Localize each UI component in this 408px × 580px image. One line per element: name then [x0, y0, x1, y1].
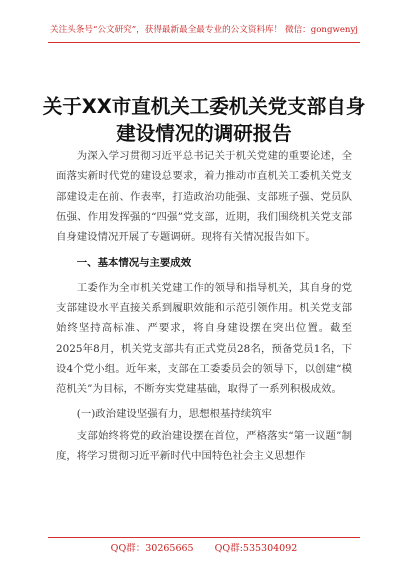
header-banner: 关注头条号“公文研究”，获得最新最全最专业的公文资料库！ 微信：gongwenyj — [50, 25, 358, 35]
section-heading: 一、基本情况与主要成效 — [76, 257, 192, 270]
footer-divider — [48, 537, 360, 538]
subsection-heading: (一)政治建设坚强有力，思想根基持续筑牢 — [76, 407, 272, 420]
section-paragraph: 工委作为全市机关党建工作的领导和指导机关，其自身的党支部建设水平直接关系到履职效能和示范引领作用。机关党支部始终坚持高标准、严要求，将自身建设摆在突出位置。截至2025年8月，机关党支部共有正式党员28名，预备党员1名，下设4个党小组。近年来，支部在工委委员会的领导下，以创建“模范机关”为目标，不断夯实党建基础，取得了一系列积极成效。 — [56, 281, 352, 396]
footer-qq-group-1: QQ群：30265665 — [110, 543, 194, 554]
document-body — [56, 146, 352, 466]
intro-paragraph: 为深入学习贯彻习近平总书记关于机关党建的重要论述，全面落实新时代党的建设总要求，着力推动市直机关工委机关党支部建设走在前、作表率，打造政治功能强、支部班子强、党员队伍强、作用发挥强的“四强”党支部，近期，我们围绕机关党支部自身建设情况开展了专题调研。现将有关情况报告如下。 — [56, 150, 352, 244]
footer-contacts — [0, 540, 408, 554]
header-divider — [48, 42, 360, 43]
document-title: 关于XX市直机关工委机关党支部自身建设情况的调研报告 — [42, 95, 366, 146]
footer-qq-group-2: QQ群:535304092 — [214, 543, 298, 554]
subsection-paragraph: 支部始终将党的政治建设摆在首位，严格落实“第一议题”制度，将学习贯彻习近平新时代中国特色社会主义思想作 — [56, 429, 352, 463]
